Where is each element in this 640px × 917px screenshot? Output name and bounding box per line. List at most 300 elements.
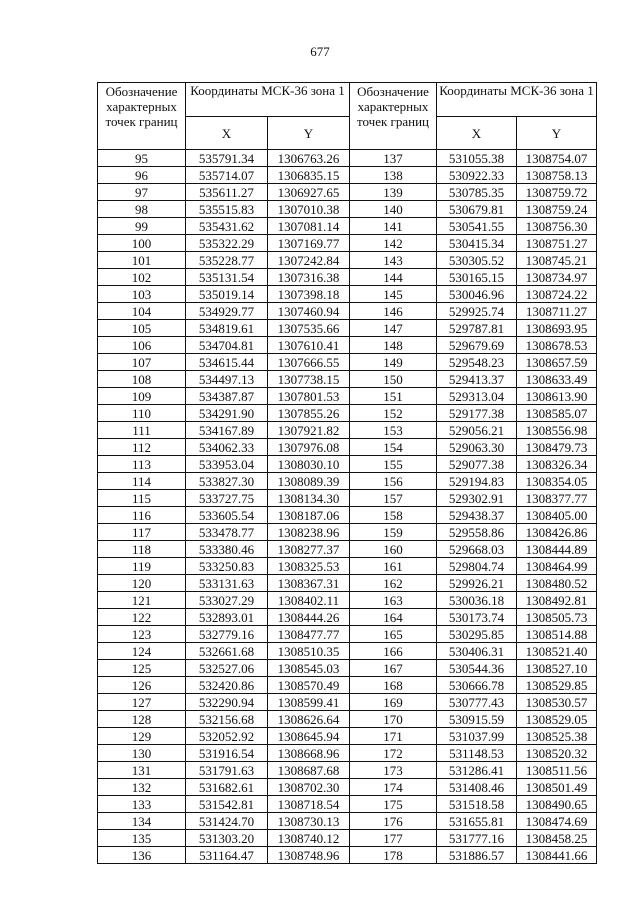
table-row: [98, 422, 597, 439]
point-number: 175: [350, 796, 437, 813]
point-number: 149: [350, 354, 437, 371]
table-row: [98, 218, 597, 235]
x-coordinate: 535515.83: [186, 201, 268, 218]
x-coordinate: 529177.38: [437, 405, 517, 422]
y-coordinate: 1308530.57: [517, 694, 597, 711]
table-row: [98, 405, 597, 422]
coordinates-table: [97, 82, 597, 864]
point-number: 96: [98, 167, 186, 184]
y-coordinate: 1308511.56: [517, 762, 597, 779]
table-row: [98, 371, 597, 388]
point-number: 119: [98, 558, 186, 575]
point-number: 178: [350, 847, 437, 864]
y-coordinate: 1308633.49: [517, 371, 597, 388]
table-row: [98, 235, 597, 252]
table-row: [98, 184, 597, 201]
x-coordinate: 529302.91: [437, 490, 517, 507]
y-coordinate: 1308238.96: [268, 524, 350, 541]
y-coordinate: 1308089.39: [268, 473, 350, 490]
point-number: 153: [350, 422, 437, 439]
point-number: 157: [350, 490, 437, 507]
x-coordinate: 529194.83: [437, 473, 517, 490]
x-coordinate: 532661.68: [186, 643, 268, 660]
x-coordinate: 532052.92: [186, 728, 268, 745]
y-coordinate: 1307921.82: [268, 422, 350, 439]
y-coordinate: 1307010.38: [268, 201, 350, 218]
point-number: 164: [350, 609, 437, 626]
x-coordinate: 530173.74: [437, 609, 517, 626]
point-number: 108: [98, 371, 186, 388]
point-number: 151: [350, 388, 437, 405]
x-coordinate: 531055.38: [437, 150, 517, 167]
y-coordinate: 1308377.77: [517, 490, 597, 507]
y-coordinate: 1308187.06: [268, 507, 350, 524]
x-coordinate: 533131.63: [186, 575, 268, 592]
y-coordinate: 1308730.13: [268, 813, 350, 830]
point-number: 171: [350, 728, 437, 745]
point-number: 95: [98, 150, 186, 167]
y-coordinate: 1308678.53: [517, 337, 597, 354]
point-number: 135: [98, 830, 186, 847]
y-coordinate: 1308521.40: [517, 643, 597, 660]
point-number: 116: [98, 507, 186, 524]
x-coordinate: 531791.63: [186, 762, 268, 779]
y-coordinate: 1307855.26: [268, 405, 350, 422]
x-coordinate: 529313.04: [437, 388, 517, 405]
y-coordinate: 1308402.11: [268, 592, 350, 609]
y-coordinate: 1308599.41: [268, 694, 350, 711]
point-number: 104: [98, 303, 186, 320]
x-coordinate: 530415.34: [437, 235, 517, 252]
table-row: [98, 728, 597, 745]
x-coordinate: 529548.23: [437, 354, 517, 371]
point-number: 176: [350, 813, 437, 830]
y-coordinate: 1306835.15: [268, 167, 350, 184]
y-coordinate: 1308745.21: [517, 252, 597, 269]
point-number: 150: [350, 371, 437, 388]
x-coordinate: 529787.81: [437, 320, 517, 337]
x-coordinate: 534167.89: [186, 422, 268, 439]
x-coordinate: 531777.16: [437, 830, 517, 847]
point-number: 177: [350, 830, 437, 847]
y-coordinate: 1307242.84: [268, 252, 350, 269]
point-number: 167: [350, 660, 437, 677]
x-coordinate: 531408.46: [437, 779, 517, 796]
x-coordinate: 529926.21: [437, 575, 517, 592]
y-coordinate: 1307460.94: [268, 303, 350, 320]
y-coordinate: 1307610.41: [268, 337, 350, 354]
point-number: 107: [98, 354, 186, 371]
point-number: 106: [98, 337, 186, 354]
table-row: [98, 286, 597, 303]
point-number: 101: [98, 252, 186, 269]
x-coordinate: 534062.33: [186, 439, 268, 456]
y-coordinate: 1308464.99: [517, 558, 597, 575]
point-number: 166: [350, 643, 437, 660]
x-coordinate: 530165.15: [437, 269, 517, 286]
table-row: [98, 269, 597, 286]
y-coordinate: 1308505.73: [517, 609, 597, 626]
x-coordinate: 534615.44: [186, 354, 268, 371]
table-row: [98, 252, 597, 269]
table-row: [98, 694, 597, 711]
point-number: 140: [350, 201, 437, 218]
point-number: 165: [350, 626, 437, 643]
table-row: [98, 320, 597, 337]
table-row: [98, 507, 597, 524]
x-header: X: [186, 117, 268, 150]
y-coordinate: 1308354.05: [517, 473, 597, 490]
y-coordinate: 1307081.14: [268, 218, 350, 235]
y-coordinate: 1308748.96: [268, 847, 350, 864]
x-coordinate: 529413.37: [437, 371, 517, 388]
y-coordinate: 1307169.77: [268, 235, 350, 252]
point-number: 141: [350, 218, 437, 235]
y-coordinate: 1308492.81: [517, 592, 597, 609]
point-number: 105: [98, 320, 186, 337]
x-coordinate: 531164.47: [186, 847, 268, 864]
x-coordinate: 529056.21: [437, 422, 517, 439]
x-header: X: [437, 117, 517, 150]
table-row: [98, 354, 597, 371]
x-coordinate: 530915.59: [437, 711, 517, 728]
y-coordinate: 1308444.26: [268, 609, 350, 626]
point-number: 139: [350, 184, 437, 201]
table-row: [98, 847, 597, 864]
designation-header: Обозначение характерных точек границ: [98, 83, 186, 150]
point-number: 145: [350, 286, 437, 303]
point-number: 100: [98, 235, 186, 252]
table-row: [98, 541, 597, 558]
table-row: [98, 524, 597, 541]
x-coordinate: 535322.29: [186, 235, 268, 252]
y-coordinate: 1308277.37: [268, 541, 350, 558]
y-coordinate: 1308405.00: [517, 507, 597, 524]
x-coordinate: 532290.94: [186, 694, 268, 711]
x-coordinate: 532527.06: [186, 660, 268, 677]
point-number: 169: [350, 694, 437, 711]
point-number: 170: [350, 711, 437, 728]
y-coordinate: 1308501.49: [517, 779, 597, 796]
x-coordinate: 531286.41: [437, 762, 517, 779]
table-row: [98, 201, 597, 218]
point-number: 129: [98, 728, 186, 745]
y-coordinate: 1308529.85: [517, 677, 597, 694]
x-coordinate: 531655.81: [437, 813, 517, 830]
y-coordinate: 1308514.88: [517, 626, 597, 643]
x-coordinate: 529925.74: [437, 303, 517, 320]
point-number: 121: [98, 592, 186, 609]
y-coordinate: 1308657.59: [517, 354, 597, 371]
point-number: 103: [98, 286, 186, 303]
y-coordinate: 1308759.24: [517, 201, 597, 218]
x-coordinate: 529679.69: [437, 337, 517, 354]
point-number: 154: [350, 439, 437, 456]
y-coordinate: 1308693.95: [517, 320, 597, 337]
y-coordinate: 1308525.38: [517, 728, 597, 745]
point-number: 132: [98, 779, 186, 796]
x-coordinate: 530777.43: [437, 694, 517, 711]
x-coordinate: 530036.18: [437, 592, 517, 609]
y-coordinate: 1308545.03: [268, 660, 350, 677]
x-coordinate: 534704.81: [186, 337, 268, 354]
coordinates-body: [98, 150, 597, 864]
y-coordinate: 1308479.73: [517, 439, 597, 456]
point-number: 120: [98, 575, 186, 592]
x-coordinate: 534819.61: [186, 320, 268, 337]
point-number: 110: [98, 405, 186, 422]
y-coordinate: 1308754.07: [517, 150, 597, 167]
x-coordinate: 535131.54: [186, 269, 268, 286]
y-coordinate: 1308645.94: [268, 728, 350, 745]
designation-header: Обозначение характерных точек границ: [350, 83, 437, 150]
point-number: 147: [350, 320, 437, 337]
y-coordinate: 1308367.31: [268, 575, 350, 592]
point-number: 102: [98, 269, 186, 286]
x-coordinate: 530679.81: [437, 201, 517, 218]
y-coordinate: 1308687.68: [268, 762, 350, 779]
x-coordinate: 533605.54: [186, 507, 268, 524]
y-coordinate: 1307738.15: [268, 371, 350, 388]
table-row: [98, 745, 597, 762]
point-number: 143: [350, 252, 437, 269]
point-number: 138: [350, 167, 437, 184]
y-coordinate: 1308426.86: [517, 524, 597, 541]
x-coordinate: 530305.52: [437, 252, 517, 269]
table-row: [98, 677, 597, 694]
x-coordinate: 530295.85: [437, 626, 517, 643]
y-coordinate: 1308527.10: [517, 660, 597, 677]
x-coordinate: 530541.55: [437, 218, 517, 235]
x-coordinate: 535714.07: [186, 167, 268, 184]
table-row: [98, 303, 597, 320]
point-number: 148: [350, 337, 437, 354]
x-coordinate: 531424.70: [186, 813, 268, 830]
table-row: [98, 456, 597, 473]
x-coordinate: 532420.86: [186, 677, 268, 694]
y-coordinate: 1308510.35: [268, 643, 350, 660]
point-number: 127: [98, 694, 186, 711]
point-number: 124: [98, 643, 186, 660]
x-coordinate: 533250.83: [186, 558, 268, 575]
x-coordinate: 529077.38: [437, 456, 517, 473]
x-coordinate: 529558.86: [437, 524, 517, 541]
point-number: 156: [350, 473, 437, 490]
point-number: 137: [350, 150, 437, 167]
x-coordinate: 531518.58: [437, 796, 517, 813]
y-coordinate: 1308520.32: [517, 745, 597, 762]
y-coordinate: 1308474.69: [517, 813, 597, 830]
y-coordinate: 1308441.66: [517, 847, 597, 864]
point-number: 168: [350, 677, 437, 694]
y-coordinate: 1308758.13: [517, 167, 597, 184]
y-coordinate: 1308458.25: [517, 830, 597, 847]
point-number: 162: [350, 575, 437, 592]
x-coordinate: 532893.01: [186, 609, 268, 626]
y-coordinate: 1308325.53: [268, 558, 350, 575]
table-row: [98, 490, 597, 507]
y-coordinate: 1308570.49: [268, 677, 350, 694]
point-number: 172: [350, 745, 437, 762]
x-coordinate: 531148.53: [437, 745, 517, 762]
point-number: 97: [98, 184, 186, 201]
y-coordinate: 1308556.98: [517, 422, 597, 439]
x-coordinate: 529804.74: [437, 558, 517, 575]
x-coordinate: 533027.29: [186, 592, 268, 609]
coords-header: Координаты МСК-36 зона 1: [437, 83, 597, 117]
point-number: 158: [350, 507, 437, 524]
x-coordinate: 529438.37: [437, 507, 517, 524]
y-coordinate: 1308326.34: [517, 456, 597, 473]
y-coordinate: 1308444.89: [517, 541, 597, 558]
table-row: [98, 150, 597, 167]
coords-header: Координаты МСК-36 зона 1: [186, 83, 350, 117]
point-number: 174: [350, 779, 437, 796]
point-number: 122: [98, 609, 186, 626]
x-coordinate: 535019.14: [186, 286, 268, 303]
table-row: [98, 388, 597, 405]
y-coordinate: 1307666.55: [268, 354, 350, 371]
x-coordinate: 531542.81: [186, 796, 268, 813]
x-coordinate: 535431.62: [186, 218, 268, 235]
x-coordinate: 533727.75: [186, 490, 268, 507]
point-number: 115: [98, 490, 186, 507]
x-coordinate: 533827.30: [186, 473, 268, 490]
y-coordinate: 1308724.22: [517, 286, 597, 303]
y-coordinate: 1308718.54: [268, 796, 350, 813]
y-coordinate: 1308751.27: [517, 235, 597, 252]
point-number: 123: [98, 626, 186, 643]
table-row: [98, 626, 597, 643]
point-number: 161: [350, 558, 437, 575]
x-coordinate: 532779.16: [186, 626, 268, 643]
header-row: [98, 83, 597, 117]
table-row: [98, 558, 597, 575]
y-coordinate: 1307316.38: [268, 269, 350, 286]
x-coordinate: 531886.57: [437, 847, 517, 864]
point-number: 117: [98, 524, 186, 541]
table-row: [98, 796, 597, 813]
table-row: [98, 575, 597, 592]
y-header: Y: [268, 117, 350, 150]
point-number: 131: [98, 762, 186, 779]
point-number: 128: [98, 711, 186, 728]
point-number: 134: [98, 813, 186, 830]
table-row: [98, 167, 597, 184]
y-header: Y: [517, 117, 597, 150]
point-number: 160: [350, 541, 437, 558]
point-number: 133: [98, 796, 186, 813]
point-number: 155: [350, 456, 437, 473]
x-coordinate: 533953.04: [186, 456, 268, 473]
point-number: 142: [350, 235, 437, 252]
x-coordinate: 531916.54: [186, 745, 268, 762]
table-row: [98, 609, 597, 626]
table-row: [98, 813, 597, 830]
table-row: [98, 473, 597, 490]
point-number: 113: [98, 456, 186, 473]
x-coordinate: 532156.68: [186, 711, 268, 728]
y-coordinate: 1308477.77: [268, 626, 350, 643]
point-number: 136: [98, 847, 186, 864]
table-row: [98, 439, 597, 456]
table-row: [98, 337, 597, 354]
y-coordinate: 1308134.30: [268, 490, 350, 507]
x-coordinate: 534497.13: [186, 371, 268, 388]
x-coordinate: 535228.77: [186, 252, 268, 269]
point-number: 109: [98, 388, 186, 405]
y-coordinate: 1306927.65: [268, 184, 350, 201]
table-row: [98, 830, 597, 847]
x-coordinate: 530544.36: [437, 660, 517, 677]
point-number: 163: [350, 592, 437, 609]
x-coordinate: 534387.87: [186, 388, 268, 405]
table-row: [98, 592, 597, 609]
x-coordinate: 533478.77: [186, 524, 268, 541]
y-coordinate: 1308759.72: [517, 184, 597, 201]
y-coordinate: 1308030.10: [268, 456, 350, 473]
x-coordinate: 533380.46: [186, 541, 268, 558]
y-coordinate: 1308585.07: [517, 405, 597, 422]
x-coordinate: 531037.99: [437, 728, 517, 745]
x-coordinate: 530046.96: [437, 286, 517, 303]
x-coordinate: 529063.30: [437, 439, 517, 456]
table-row: [98, 660, 597, 677]
y-coordinate: 1306763.26: [268, 150, 350, 167]
x-coordinate: 530922.33: [437, 167, 517, 184]
y-coordinate: 1308529.05: [517, 711, 597, 728]
y-coordinate: 1308756.30: [517, 218, 597, 235]
y-coordinate: 1308613.90: [517, 388, 597, 405]
point-number: 99: [98, 218, 186, 235]
table-row: [98, 643, 597, 660]
x-coordinate: 535611.27: [186, 184, 268, 201]
point-number: 126: [98, 677, 186, 694]
point-number: 112: [98, 439, 186, 456]
x-coordinate: 530785.35: [437, 184, 517, 201]
point-number: 111: [98, 422, 186, 439]
y-coordinate: 1308702.30: [268, 779, 350, 796]
table-row: [98, 762, 597, 779]
point-number: 130: [98, 745, 186, 762]
x-coordinate: 529668.03: [437, 541, 517, 558]
point-number: 144: [350, 269, 437, 286]
y-coordinate: 1307976.08: [268, 439, 350, 456]
point-number: 146: [350, 303, 437, 320]
x-coordinate: 531303.20: [186, 830, 268, 847]
y-coordinate: 1308734.97: [517, 269, 597, 286]
x-coordinate: 534929.77: [186, 303, 268, 320]
point-number: 114: [98, 473, 186, 490]
table-row: [98, 779, 597, 796]
point-number: 118: [98, 541, 186, 558]
x-coordinate: 535791.34: [186, 150, 268, 167]
x-coordinate: 530406.31: [437, 643, 517, 660]
page-number: 677: [310, 44, 330, 59]
point-number: 125: [98, 660, 186, 677]
x-coordinate: 531682.61: [186, 779, 268, 796]
point-number: 159: [350, 524, 437, 541]
point-number: 152: [350, 405, 437, 422]
x-coordinate: 530666.78: [437, 677, 517, 694]
y-coordinate: 1307801.53: [268, 388, 350, 405]
table-row: [98, 711, 597, 728]
y-coordinate: 1307398.18: [268, 286, 350, 303]
y-coordinate: 1308668.96: [268, 745, 350, 762]
y-coordinate: 1308740.12: [268, 830, 350, 847]
y-coordinate: 1308626.64: [268, 711, 350, 728]
point-number: 98: [98, 201, 186, 218]
